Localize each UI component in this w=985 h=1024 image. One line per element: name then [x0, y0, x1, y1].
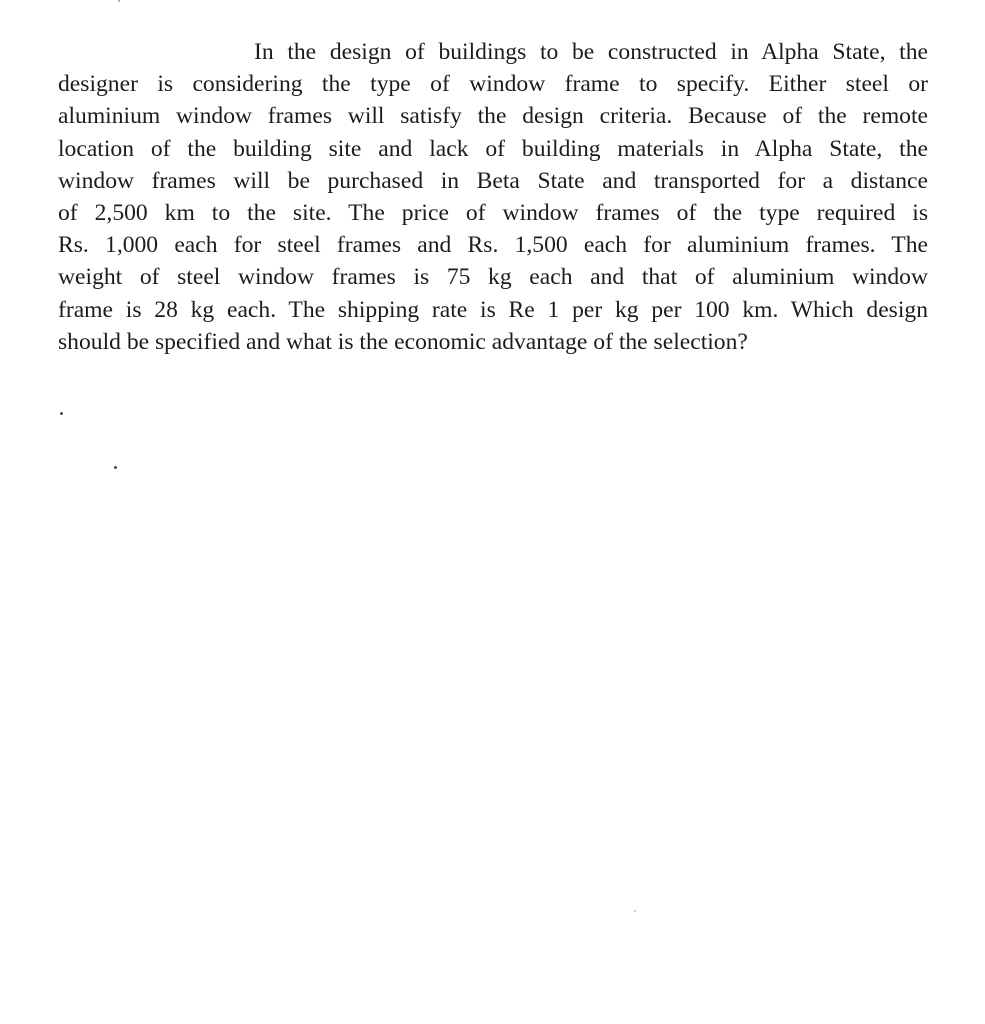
problem-line: frame is 28 kg each. The shipping rate is Re 1 per kg per 100 km. Which design — [58, 296, 928, 323]
scan-speck — [60, 412, 63, 415]
problem-line: In the design of buildings to be constructed in Alpha State, the — [254, 39, 928, 65]
problem-line: designer is considering the type of window frame to specify. Either steel or — [58, 71, 928, 98]
problem-line: should be specified and what is the economic advantage of the selection? — [58, 328, 748, 355]
problem-line: of 2,500 km to the site. The price of window frames of the type required is — [58, 200, 928, 227]
scan-speck — [114, 466, 117, 469]
problem-line: weight of steel window frames is 75 kg each and that of aluminium window — [58, 264, 928, 291]
problem-line: location of the building site and lack of building materials in Alpha State, the — [58, 135, 928, 162]
scan-speck — [118, 0, 120, 2]
scan-speck — [634, 910, 636, 912]
problem-line: aluminium window frames will satisfy the design criteria. Because of the remote — [58, 103, 928, 130]
problem-line: window frames will be purchased in Beta State and transported for a distance — [58, 167, 928, 194]
problem-line: Rs. 1,000 each for steel frames and Rs. 1,500 each for aluminium frames. The — [58, 232, 928, 259]
problem-statement — [58, 36, 928, 358]
